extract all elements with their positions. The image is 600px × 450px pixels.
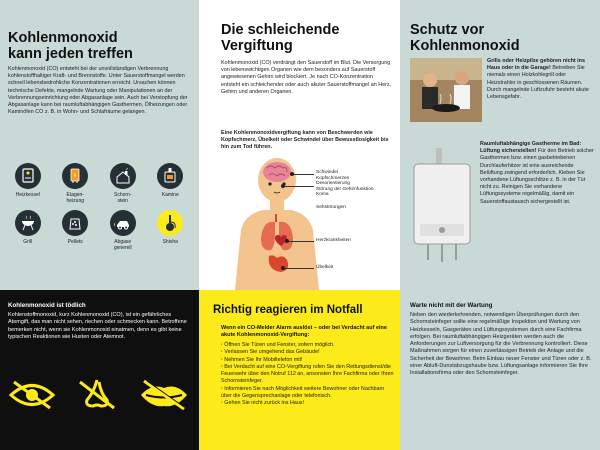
brain-symptoms: [316, 170, 396, 198]
source-item: [6, 210, 50, 251]
symptom-label: Störung der Gehirnfunktion: [316, 186, 374, 192]
source-label: Shisha: [162, 239, 178, 245]
source-label: Etagen- heizung: [66, 192, 84, 204]
panel5-title: Richtig reagieren im Notfall: [213, 304, 363, 316]
gas-heater-image: [406, 148, 478, 268]
symptom-label: Kopfschmerzen: [316, 175, 350, 181]
panel3-title: [410, 22, 595, 54]
brain-leader-line: [294, 174, 314, 175]
vision-symptom: Sehstörungen: [316, 205, 346, 210]
source-label: Pellets: [67, 239, 83, 245]
pellets-icon: [62, 210, 88, 236]
source-label: Abgase generell: [113, 239, 132, 251]
panel6-heading: Warte nicht mit der Wartung: [410, 302, 493, 309]
panel2-body: Kohlenmonoxid (CO) verdrängt den Sauerstoff im Blut. Die Versorgung von lebenswichtigen Organen wie dem besonders auf Sauerstoff angewiesenen Gehirn wird blockiert. Je nach CO-Konzentration entsteht ein schleichender oder auch akuter Sauerstoffmangel an Herz, Gehirn und anderen Organen.: [221, 60, 392, 95]
panel-emergency: [199, 290, 400, 450]
grill-warning-text: Betreiben Sie niemals einen Holzkohlegrill oder Heizstrahler in geschlossenen Räumen. Durch mangelnde Luftzufuhr besteht akute Lebensgefahr.: [487, 65, 589, 101]
source-item: [6, 163, 50, 204]
panel-co-deadly: [0, 290, 199, 450]
panel3-title-line2: Kohlenmonoxid: [410, 38, 520, 54]
panel1-title-line1: Kohlenmonoxid: [8, 30, 118, 46]
emergency-step: · Gehen Sie nicht zurück ins Haus!: [221, 400, 395, 407]
ventilation-notice: [480, 141, 596, 206]
panel2-title-line1: Die schleichende: [221, 22, 340, 38]
panel2-bold-text: Eine Kohlenmonoxidvergiftung kann von Beschwerden wie Kopfschmerz, Übelkeit oder Schwindel über Bewusstlosigkeit bis hin zum Tod führen.: [221, 130, 389, 151]
heart-symptom: Herzkrankheiten: [316, 238, 351, 243]
source-item: [149, 163, 193, 204]
emergency-step: · Nehmen Sie Ihr Mobiltelefon mit!: [221, 357, 395, 364]
source-label: Grill: [23, 239, 33, 245]
symptom-label: Desorientierung: [316, 181, 350, 187]
panel4-body: Kohlenstoffmonoxid, kurz Kohlenmonoxid (CO), ist ein gefährliches Atemgift, das man nicht sehen, riechen oder schmecken kann. Betroffene bemerken nicht, wenn sie Kohlenmonoxid einatmen, denn es gibt keine typischen Reaktionen wie Husten oder Atemnot.: [8, 312, 187, 340]
stove-icon: [157, 163, 183, 189]
boiler-icon: [15, 163, 41, 189]
shisha-icon: [157, 210, 183, 236]
panel3-title-line1: Schutz vor: [410, 22, 485, 38]
panel4-heading: Kohlenmonoxid ist tödlich: [8, 302, 86, 309]
panel2-title-line2: Vergiftung: [221, 38, 293, 54]
source-label: Heizkessel: [15, 192, 40, 198]
symptom-label: Koma: [316, 192, 329, 198]
crossed-nose-icon: [77, 378, 117, 412]
source-item: [149, 210, 193, 251]
emergency-step: · Öffnen Sie Türen und Fenster, sofern möglich.: [221, 342, 395, 349]
chimney-icon: [110, 163, 136, 189]
ventilation-heading: Raumluftabhängige Gastherme im Bad: Lüftung sicherstellen!: [480, 141, 582, 155]
panel-co-affects-everyone: [0, 0, 199, 290]
source-label: Kamine: [161, 192, 179, 198]
panel1-body: Kohlenmonoxid (CO) entsteht bei der unvollständigen Verbrennung kohlenstoffhaltiger Kraft- und Brennstoffe. Unter Sauerstoffmangel werden schnell lebensbedrohliche Konzentrationen erreicht. Ursachen können technische Defekte, mangelnde Wartung oder Manipulationen an der Verbrennungseinrichtung oder Abgasanlage sein. Auch bei Verstopfung der Abgasanlage kann bei raumluftabhängigen Gasthermen, Ölheizungen oder Kaminöfen CO z. B. in Wohn- und Schlafräume gelangen.: [8, 66, 188, 116]
source-item: [101, 163, 145, 204]
gas-heater-icon: [62, 163, 88, 189]
panel1-title-line2: kann jeden treffen: [8, 46, 133, 62]
panel5-intro: Wenn ein CO-Melder Alarm auslöst – oder bei Verdacht auf eine akute Kohlenmonoxid-Vergiftung:: [221, 325, 387, 339]
heart-leader-line: [289, 241, 314, 242]
panel-creeping-poisoning: [199, 0, 400, 290]
exhaust-icon: [110, 210, 136, 236]
grill-warning: [487, 58, 595, 101]
co-sources-grid: [6, 163, 192, 251]
source-item: [54, 210, 98, 251]
emergency-step: · Bei Verdacht auf eine CO-Vergiftung rufen Sie den Rettungsdienst/die Feuerwehr über den Notruf 112 an, ansonsten Ihre Fachfirma oder Ihren Schornsteinfeger.: [221, 364, 395, 386]
source-label: Schorn- stein: [113, 192, 132, 204]
nausea-symptom: Übelkeit: [316, 265, 334, 270]
symptom-label: Schwindel: [316, 170, 338, 175]
eye-leader-line: [285, 186, 314, 187]
crossed-mouth-icon: [138, 378, 190, 412]
panel2-title: [221, 22, 396, 54]
grilling-photo: [410, 58, 482, 122]
ventilation-text: Für den Betrieb solcher Gasthermen bzw. einen gasbetriebenen Durchlauferhitzer ist eine ausreichende Belüftung zwingend erforderlich. Kleben Sie vorhandene Lüftungsschlitze z. B. in der Tür nicht zu. Reinigen Sie vorhandene Lüftungssysteme regelmäßig, damit ein Sauerstoffaustausch sichergestellt ist.: [480, 148, 594, 205]
emergency-steps: [221, 342, 395, 408]
panel1-title: [8, 30, 193, 62]
panel-protection: [400, 0, 600, 290]
senses-icons: [8, 378, 190, 412]
brain-graphic: [263, 162, 291, 182]
crossed-eye-icon: [8, 378, 56, 412]
emergency-step: · Informieren Sie nach Möglichkeit weitere Bewohner oder Nachbarn über die Gegensprechanlage oder telefonisch.: [221, 386, 395, 401]
emergency-step: · Verlassen Sie umgehend das Gebäude!: [221, 349, 395, 356]
panel-maintenance: [400, 290, 600, 450]
panel6-body: Neben den wiederkehrenden, notwendigen Überprüfungen durch den Schornsteinfeger sollte eine regelmäßige Inspektion und Wartung von Heizkesseln, Gasgeräten und Lüftungssystemen durch eine Fachfirma erfolgen. Bei raumluftabhängigen Heizgeräten werden auch die Anforderungen zur Luftversorgung für die Verbrennung kontrolliert. Diese Maßnahmen sorgen für einen zuverlässigen Betrieb der Anlage und die Sicherheit der Bewohner. Beim Einbau neuer Fenster und Türen oder z. B. einer Abluft-Dunstabzugshaube bzw. Lüftungsanlage informieren Sie Ihre Installationsfirma oder den Schornsteinfeger.: [410, 312, 592, 377]
source-item: [54, 163, 98, 204]
source-item: [101, 210, 145, 251]
grill-warning-heading: Grills oder Heizpilze gehören nicht ins Haus oder in die Garage!: [487, 58, 585, 72]
stomach-leader-line: [285, 268, 314, 269]
grill-icon: [15, 210, 41, 236]
